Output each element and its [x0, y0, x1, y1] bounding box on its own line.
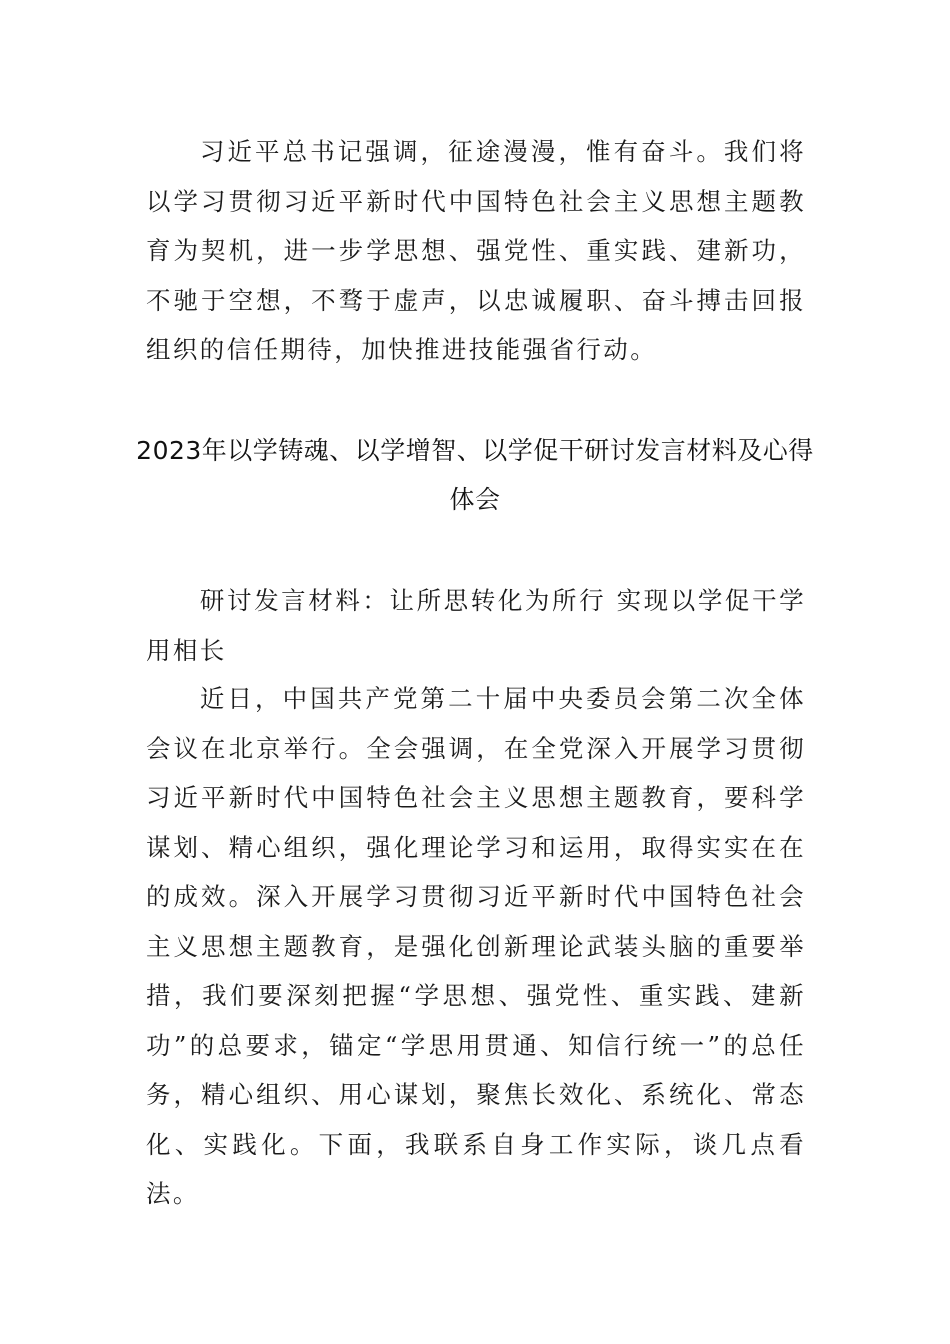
document-title: 2023年以学铸魂、以学增智、以学促干研讨发言材料及心得体会 [136, 436, 814, 514]
body-paragraph-closing: 习近平总书记强调，征途漫漫，惟有奋斗。我们将以学习贯彻习近平新时代中国特色社会主义思想主题教育为契机，进一步学思想、强党性、重实践、建新功，不驰于空想，不骛于虚声，以忠诚履职、奋斗搏击回报组织的信任期待，加快推进技能强省行动。 [146, 137, 806, 364]
body-paragraph-intro: 近日，中国共产党第二十届中央委员会第二次全体会议在北京举行。全会强调，在全党深入开展学习贯彻习近平新时代中国特色社会主义思想主题教育，要科学谋划、精心组织，强化理论学习和运用，取得实实在在的成效。深入开展学习贯彻习近平新时代中国特色社会主义思想主题教育，是强化创新理论武装头脑的重要举措，我们要深刻把握“学思想、强党性、重实践、建新功”的总要求，锚定“学思用贯通、知信行统一”的总任务，精心组织、用心谋划，聚焦长效化、系统化、常态化、实践化。下面，我联系自身工作实际，谈几点看法。 [146, 684, 806, 1208]
speech-subtitle: 研讨发言材料：让所思转化为所行 实现以学促干学用相长 [146, 586, 806, 665]
